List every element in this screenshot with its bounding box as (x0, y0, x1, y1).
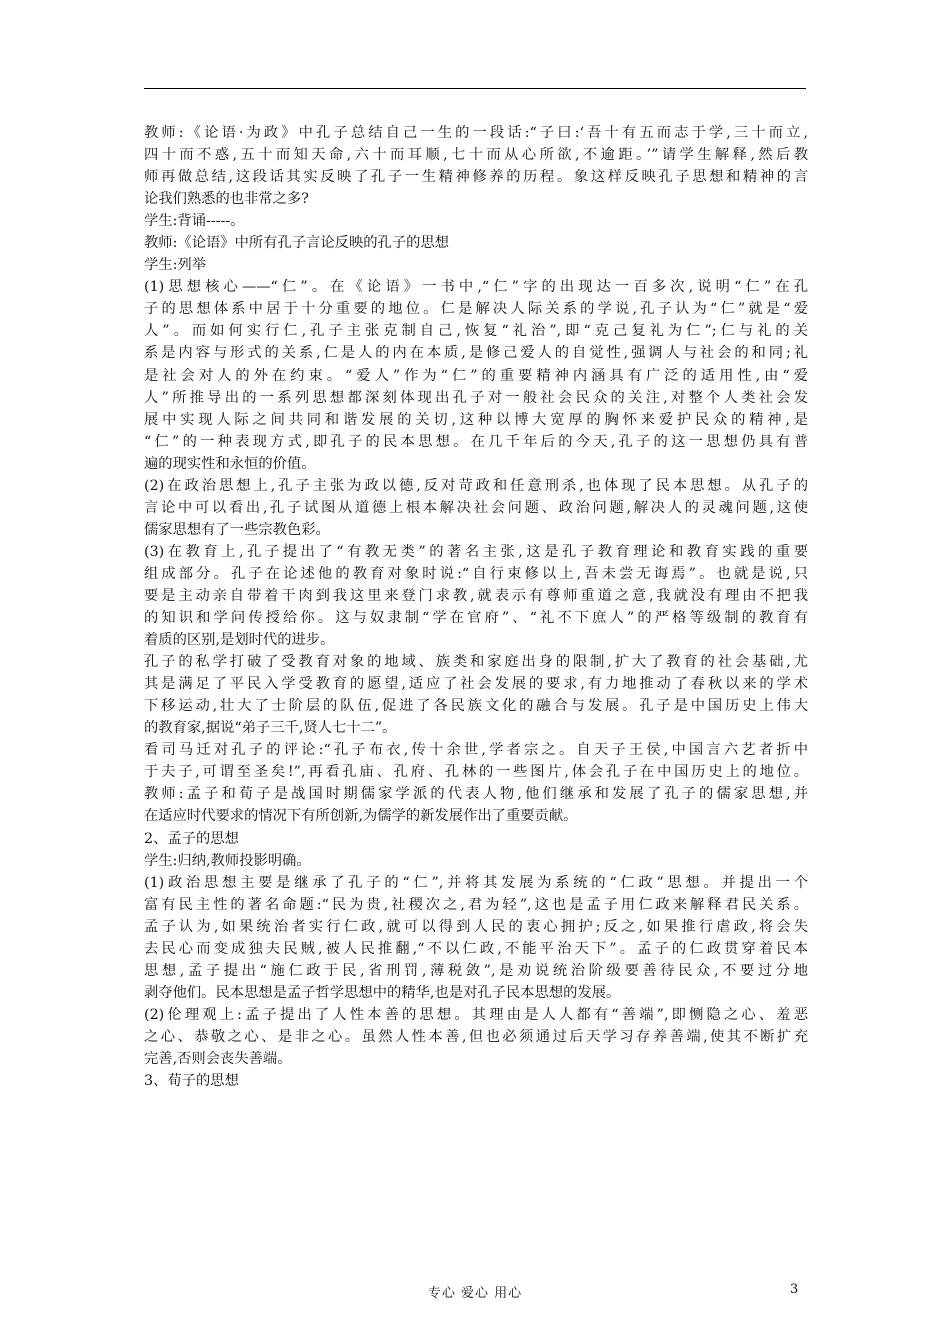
text-line: (3)在教育上,孔子提出了“有教无类”的著名主张,这是孔子教育理论和教育实践的重要 (144, 543, 808, 560)
text-line: (1)思想核心——“仁”。在《论语》一书中,“仁”字的出现达一百多次,说明“仁”在孔 (144, 279, 808, 296)
text-line: (2)伦理观上:孟子提出了人性本善的思想。其理由是人人都有“善端”,即恻隐之心、羞恶 (144, 1006, 808, 1023)
text-line: 学生:列举 (144, 257, 207, 274)
text-line: 去民心而变成独夫民贼,被人民推翻,“不以仁政,不能平治天下”。孟子的仁政贯穿着民本 (144, 940, 808, 957)
text-line: 在适应时代要求的情况下有所创新,为儒学的新发展作出了重要贡献。 (144, 808, 578, 825)
text-line: 2、孟子的思想 (144, 830, 239, 847)
text-line: 思想,孟子提出“施仁政于民,省刑罚,薄税敛”,是劝说统治阶级要善待民众,不要过分地 (144, 962, 808, 979)
text-line: (1)政治思想主要是继承了孔子的“仁”,并将其发展为系统的“仁政”思想。并提出一个 (144, 874, 808, 891)
text-line: 人”所推导出的一系列思想都深刻体现出孔子对一般社会民众的关注,对整个人类社会发 (144, 389, 808, 406)
text-line: 富有民主性的著名命题:“民为贵,社稷次之,君为轻”,这也是孟子用仁政来解释君民关系。 (144, 896, 808, 913)
text-line: 剥夺他们。民本思想是孟子哲学思想中的精华,也是对孔子民本思想的发展。 (144, 984, 621, 1001)
text-line: 教师:《论语》中所有孔子言论反映的孔子的思想 (144, 235, 450, 252)
text-line: 系是内容与形式的关系,仁是人的内在本质,是修己爱人的自觉性,强调人与社会的和同;礼 (144, 345, 808, 362)
text-line: 师再做总结,这段话其实反映了孔子一生精神修养的历程。象这样反映孔子思想和精神的言 (144, 169, 808, 186)
text-line: 教师:《论语·为政》中孔子总结自己一生的一段话:“子曰:‘吾十有五而志于学,三十而立, (144, 125, 808, 141)
text-line: 言论中可以看出,孔子试图从道德上根本解决社会问题、政治问题,解决人的灵魂问题,这使 (144, 499, 808, 516)
text-line: 3、荀子的思想 (144, 1073, 239, 1090)
page-number: 3 (790, 1282, 799, 1297)
text-line: 学生:背诵-----。 (144, 213, 245, 230)
text-line: 子的思想体系中居于十分重要的地位。仁是解决人际关系的学说,孔子认为“仁”就是“爱 (144, 301, 808, 318)
text-line: 学生:归纳,教师投影明确。 (144, 852, 311, 869)
text-line: 组成部分。孔子在论述他的教育对象时说:“自行束修以上,吾未尝无诲焉”。也就是说,只 (144, 565, 808, 582)
text-line: 要是主动亲自带着干肉到我这里来登门求教,就表示有尊师重道之意,我就没有理由不把我 (144, 587, 808, 604)
document-body (144, 122, 808, 1092)
text-line: 的教育家,据说“弟子三千,贤人七十二”。 (144, 720, 397, 737)
text-line: 孔子的私学打破了受教育对象的地域、族类和家庭出身的限制,扩大了教育的社会基础,尤 (144, 654, 808, 671)
text-line: 论我们熟悉的也非常之多? (144, 191, 309, 208)
text-line: 四十而不惑,五十而知天命,六十而耳顺,七十而从心所欲,不逾距。’”请学生解释,然后教 (144, 147, 808, 164)
text-line: (2)在政治思想上,孔子主张为政以德,反对苛政和任意刑杀,也体现了民本思想。从孔子的 (144, 477, 808, 494)
text-line: 是社会对人的外在约束。“爱人”作为“仁”的重要精神内涵具有广泛的适用性,由“爱 (144, 367, 808, 384)
text-line: 其是满足了平民入学受教育的愿望,适应了社会发展的要求,有力地推动了春秋以来的学术 (144, 676, 808, 693)
header-rule (144, 88, 806, 89)
text-line: 之心、恭敬之心、是非之心。虽然人性本善,但也必须通过后天学习存养善端,使其不断扩充 (144, 1028, 808, 1045)
text-line: 完善,否则会丧失善端。 (144, 1050, 292, 1067)
text-line: 人”。而如何实行仁,孔子主张克制自己,恢复“礼治”,即“克己复礼为仁”;仁与礼的关 (144, 323, 808, 340)
text-line: 教师:孟子和荀子是战国时期儒家学派的代表人物,他们继承和发展了孔子的儒家思想,并 (144, 786, 808, 803)
text-line: 下移运动,壮大了士阶层的队伍,促进了各民族文化的融合与发展。孔子是中国历史上伟大 (144, 698, 808, 715)
text-line: 的知识和学问传授给你。这与奴隶制“学在官府”、“礼不下庶人”的严格等级制的教育有 (144, 610, 808, 627)
text-line: 儒家思想有了一些宗教色彩。 (144, 521, 330, 538)
text-line: 于夫子,可谓至圣矣!”,再看孔庙、孔府、孔林的一些图片,体会孔子在中国历史上的地位。 (144, 764, 808, 781)
text-line: 着质的区别,是划时代的进步。 (144, 632, 335, 649)
text-line: 展中实现人际之间共同和谐发展的关切,这种以博大宽厚的胸怀来爱护民众的精神,是 (144, 411, 808, 428)
text-line: 看司马迁对孔子的评论:“孔子布衣,传十余世,学者宗之。自天子王侯,中国言六艺者折中 (144, 742, 808, 759)
text-line: 孟子认为,如果统治者实行仁政,就可以得到人民的衷心拥护;反之,如果推行虐政,将会失 (144, 918, 808, 935)
footer-motto: 专心 爱心 用心 (427, 1286, 523, 1301)
text-line: “仁”的一种表现方式,即孔子的民本思想。在几千年后的今天,孔子的这一思想仍具有普 (144, 433, 808, 450)
text-line: 遍的现实性和永恒的价值。 (144, 455, 316, 472)
